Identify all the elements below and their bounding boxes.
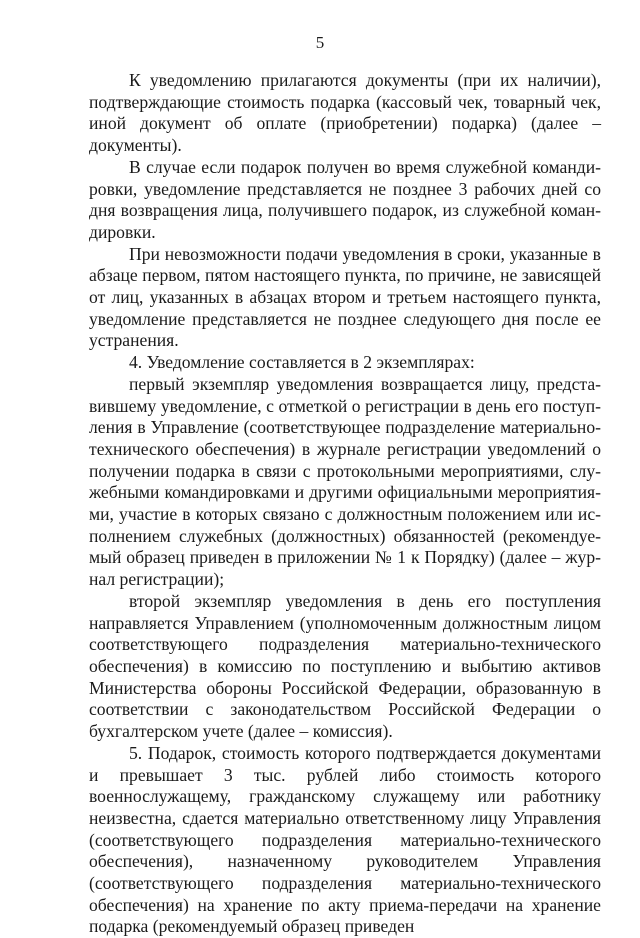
document-body	[89, 70, 601, 938]
page-number: 5	[315, 33, 325, 52]
paragraph-impossibility-of-submission: При невозможности подачи уведомления в сроки, указанные в абзаце первом, пятом настоящего пункта, по причине, не зависящей от лиц, указанных в абзацах втором и третьем настоящего пункта, уведомление представляется не позднее следующего дня после ее устранения.	[89, 243, 601, 351]
paragraph-second-copy: второй экземпляр уведомления в день его поступления направляется Управлением (уполномоченным должностным лицом соответствующего подразделения материально-технического обеспечения) в комиссию по поступлению и выбытию активов Министерства обороны Российской Федерации, образованную в соответствии с законодательством Российской Федерации о бухгалтерском учете (далее – комиссия).	[89, 590, 601, 742]
paragraph-item-5: 5. Подарок, стоимость которого подтверждается документами и превышает 3 тыс. рублей либо стоимость которого военнослужащему, гражданскому служащему или работнику неизвестна, сдается материально ответственному лицу Управления (соответствующего подразделения материально-технического обеспечения), назначенному руководителем Управления (соответствующего подразделения материально-технического обеспечения) на хранение по акту приема-передачи на хранение подарка (рекомендуемый образец приведен	[89, 742, 601, 937]
paragraph-first-copy: первый экземпляр уведомления возвращается лицу, представившему уведомление, с отметкой о регистрации в день его поступления в Управление (соответствующее подразделение материально-технического обеспечения) в журнале регистрации уведомлений о получении подарка в связи с протокольными мероприятиями, служебными командировками и другими официальными мероприятиями, участие в которых связано с должностным положением или исполнением служебных (должностных) обязанностей (рекомендуемый образец приведен в приложении № 1 к Порядку) (далее – журнал регистрации);	[89, 373, 601, 590]
paragraph-business-trip: В случае если подарок получен во время служебной командировки, уведомление представляется не позднее 3 рабочих дней со дня возвращения лица, получившего подарок, из служебной командировки.	[89, 156, 601, 242]
paragraph-item-4: 4. Уведомление составляется в 2 экземплярах:	[129, 352, 475, 373]
paragraph-attached-documents: К уведомлению прилагаются документы (при их наличии), подтверждающие стоимость подарка (кассовый чек, товарный чек, иной документ об оплате (приобретении) подарка) (далее – документы).	[89, 70, 601, 156]
